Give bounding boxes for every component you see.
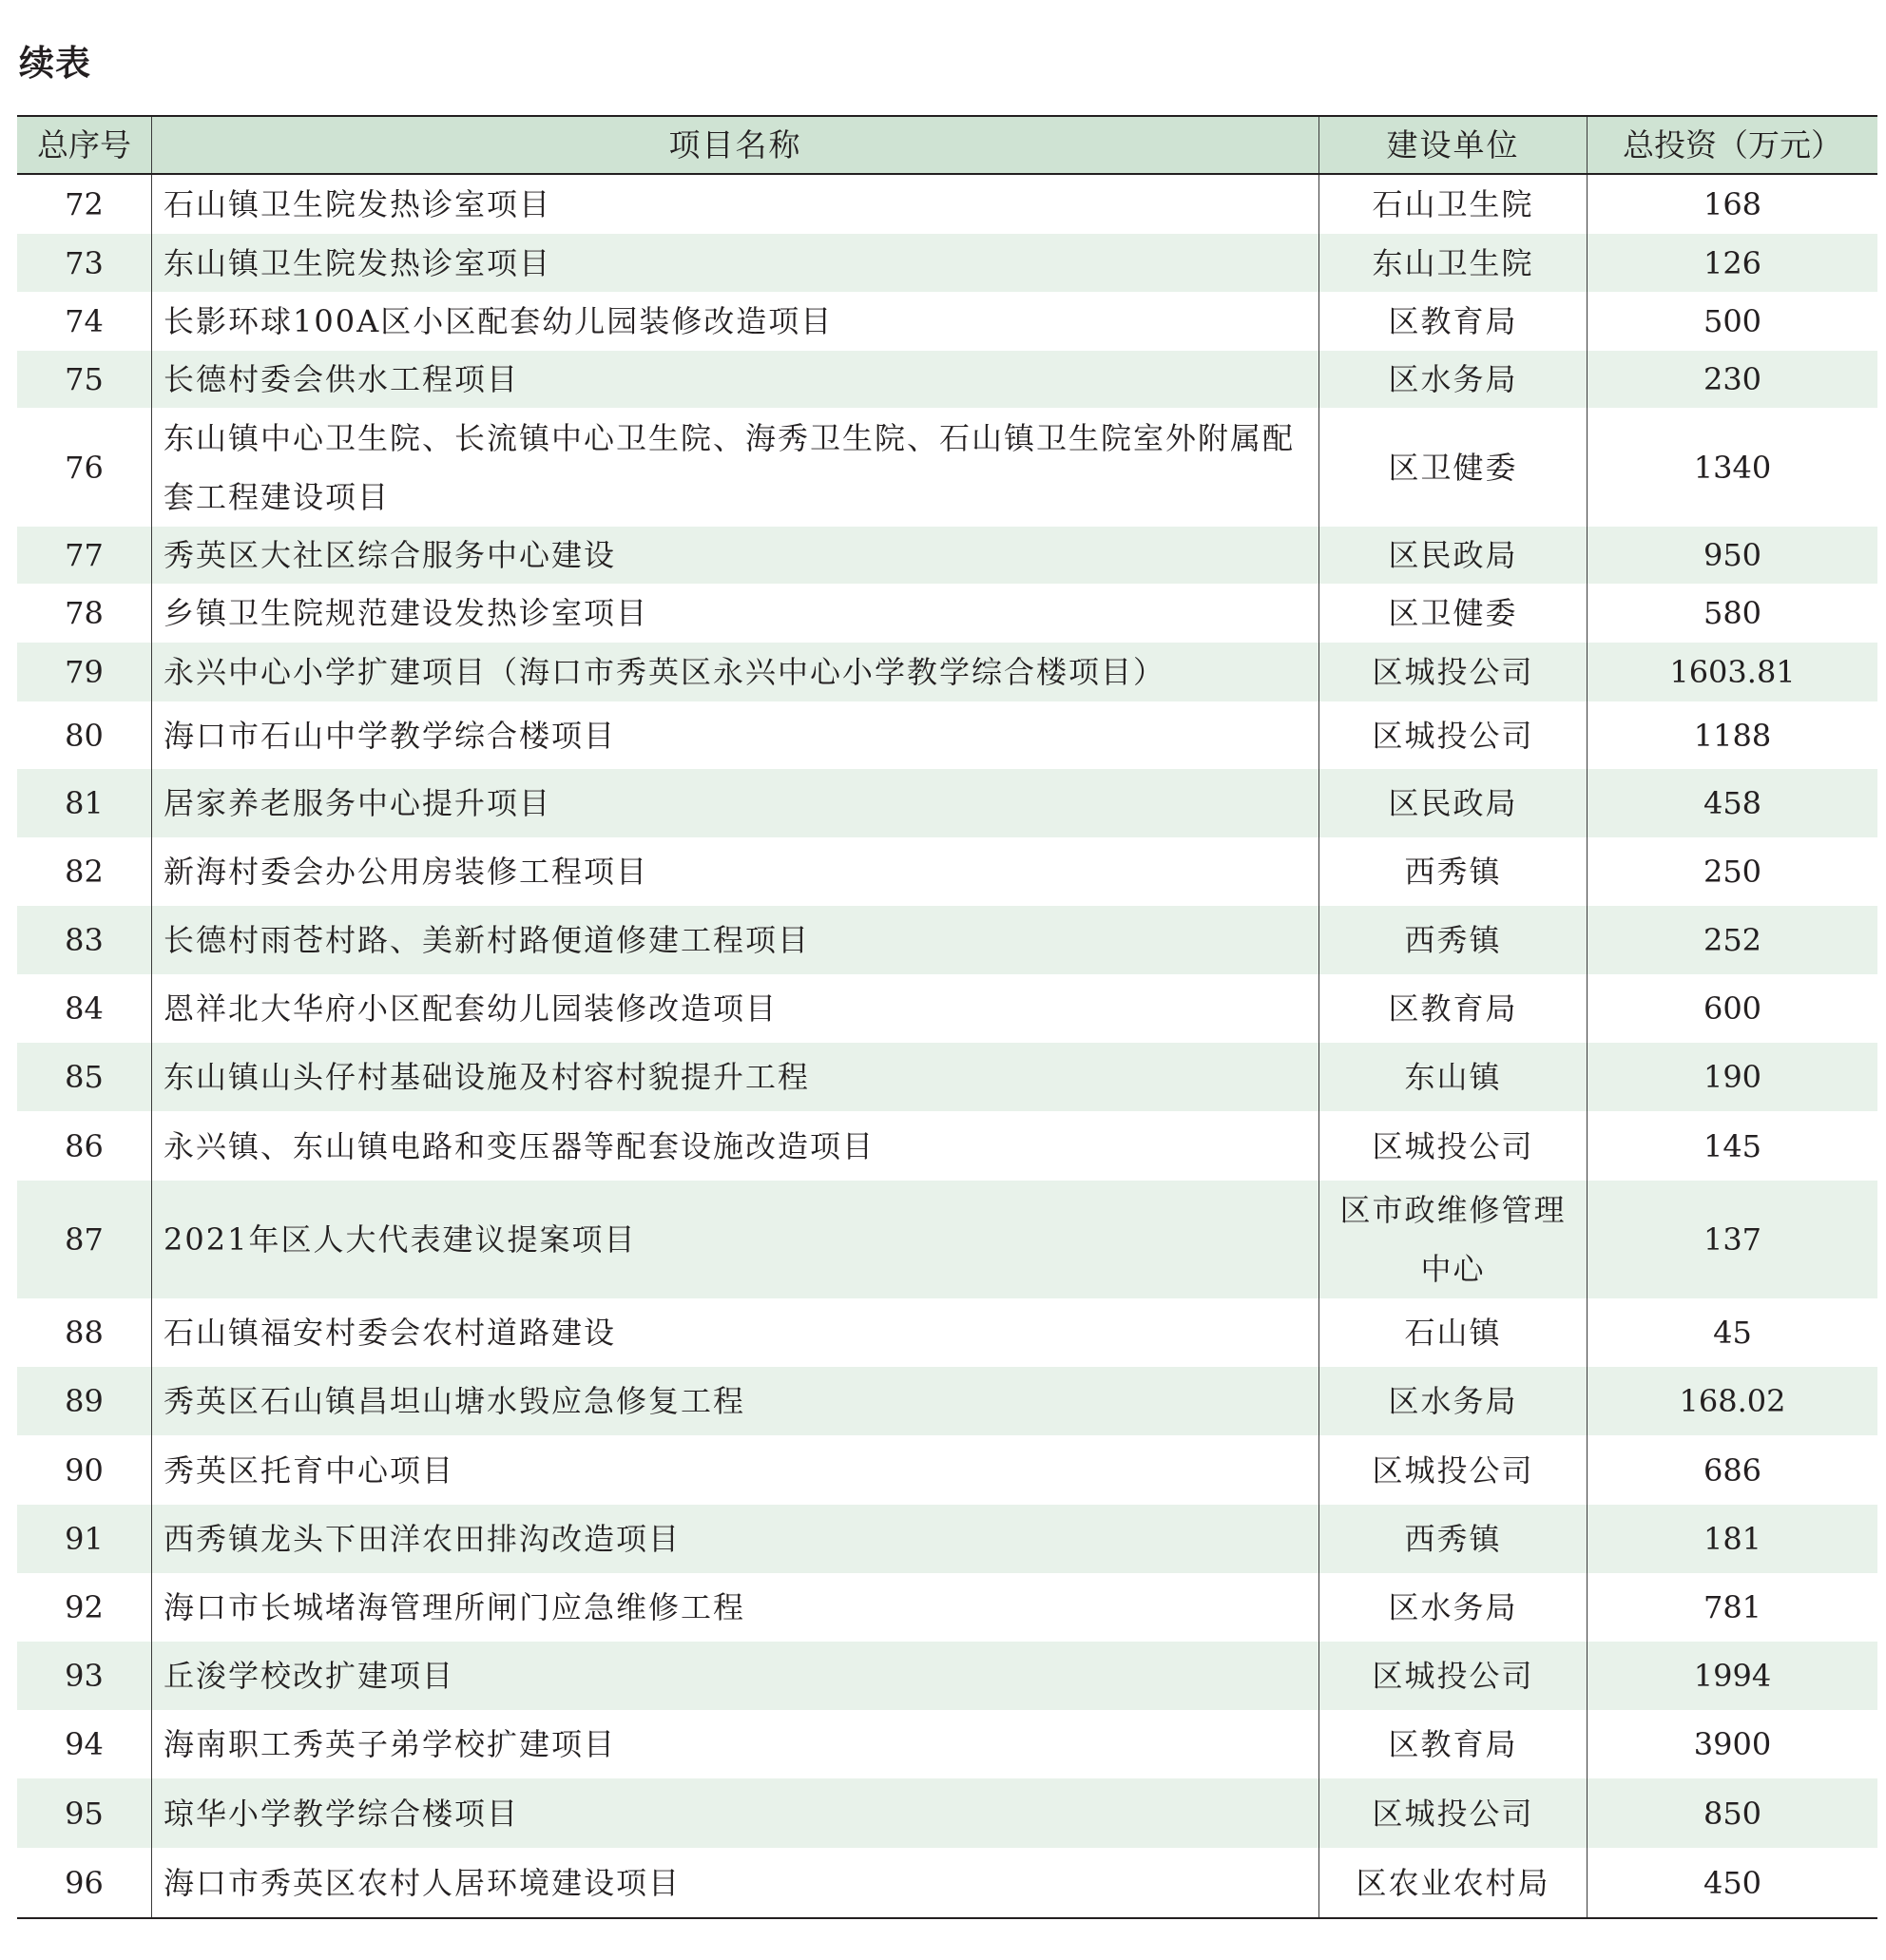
serial-number-cell <box>17 1298 152 1367</box>
total-investment: 686 <box>1703 1451 1762 1489</box>
total-investment-cell <box>1588 1710 1877 1778</box>
total-investment: 950 <box>1703 537 1762 573</box>
table-header-row <box>17 117 1877 175</box>
table-row <box>17 643 1877 701</box>
project-name-cell <box>152 1778 1319 1848</box>
total-investment-cell <box>1588 1778 1877 1848</box>
total-investment-cell <box>1588 701 1877 769</box>
total-investment-cell <box>1588 1111 1877 1181</box>
table-row <box>17 1505 1877 1573</box>
serial-number: 83 <box>65 922 104 958</box>
serial-number-cell <box>17 408 152 527</box>
construction-unit: 区水务局 <box>1388 361 1518 397</box>
serial-number-cell <box>17 1435 152 1505</box>
construction-unit: 区教育局 <box>1388 303 1518 339</box>
total-investment: 580 <box>1703 595 1762 631</box>
total-investment-cell <box>1588 643 1877 701</box>
serial-number: 81 <box>65 785 104 821</box>
construction-unit-cell <box>1319 837 1588 906</box>
project-name: 恩祥北大华府小区配套幼儿园装修改造项目 <box>164 990 779 1027</box>
project-name: 乡镇卫生院规范建设发热诊室项目 <box>164 595 649 631</box>
project-name-cell <box>152 1111 1319 1181</box>
project-name-cell <box>152 1573 1319 1642</box>
table-row <box>17 408 1877 527</box>
table-row <box>17 1111 1877 1181</box>
total-investment: 781 <box>1703 1589 1762 1625</box>
table-row <box>17 1642 1877 1710</box>
construction-unit: 区城投公司 <box>1372 1127 1534 1164</box>
project-name: 海口市石山中学教学综合楼项目 <box>164 717 617 754</box>
table-row <box>17 292 1877 351</box>
serial-number: 96 <box>65 1864 104 1901</box>
project-name-cell <box>152 906 1319 974</box>
total-investment: 168.02 <box>1679 1383 1786 1419</box>
serial-number: 78 <box>65 595 104 631</box>
project-name-cell <box>152 1642 1319 1710</box>
construction-unit-cell <box>1319 1505 1588 1573</box>
project-name: 秀英区托育中心项目 <box>164 1451 455 1489</box>
project-name-cell <box>152 584 1319 643</box>
total-investment-cell <box>1588 408 1877 527</box>
serial-number-cell <box>17 1043 152 1111</box>
table-row <box>17 1298 1877 1367</box>
serial-number-cell <box>17 1573 152 1642</box>
table-row <box>17 1848 1877 1917</box>
construction-unit-cell <box>1319 234 1588 292</box>
construction-unit: 东山镇 <box>1404 1059 1502 1095</box>
project-name-cell <box>152 974 1319 1043</box>
total-investment-cell <box>1588 769 1877 837</box>
project-name: 秀英区石山镇昌坦山塘水毁应急修复工程 <box>164 1383 746 1419</box>
total-investment: 168 <box>1703 186 1762 222</box>
serial-number: 73 <box>65 244 104 281</box>
total-investment-cell <box>1588 292 1877 351</box>
total-investment-cell <box>1588 1435 1877 1505</box>
construction-unit-cell <box>1319 1710 1588 1778</box>
total-investment: 137 <box>1703 1221 1762 1258</box>
serial-number: 74 <box>65 303 104 339</box>
serial-number-cell <box>17 1181 152 1298</box>
construction-unit-cell <box>1319 1043 1588 1111</box>
serial-number: 80 <box>65 717 104 754</box>
project-name: 长德村雨苍村路、美新村路便道修建工程项目 <box>164 922 811 958</box>
total-investment: 600 <box>1703 990 1762 1027</box>
serial-number: 88 <box>65 1315 104 1351</box>
serial-number: 87 <box>65 1221 104 1258</box>
table-row <box>17 1778 1877 1848</box>
serial-number: 82 <box>65 854 104 890</box>
construction-unit: 区城投公司 <box>1372 1451 1534 1489</box>
table-row <box>17 906 1877 974</box>
serial-number: 79 <box>65 654 104 690</box>
serial-number: 94 <box>65 1726 104 1762</box>
total-investment: 850 <box>1703 1795 1762 1832</box>
project-name: 海口市长城堵海管理所闸门应急维修工程 <box>164 1589 746 1625</box>
construction-unit: 区民政局 <box>1388 537 1518 573</box>
construction-unit: 区民政局 <box>1388 785 1518 821</box>
construction-unit-cell <box>1319 1573 1588 1642</box>
total-investment-cell <box>1588 837 1877 906</box>
construction-unit-cell <box>1319 1848 1588 1917</box>
table-row <box>17 1367 1877 1435</box>
serial-number-cell <box>17 837 152 906</box>
project-name-cell <box>152 527 1319 584</box>
project-name-cell <box>152 1367 1319 1435</box>
total-investment: 252 <box>1703 922 1762 958</box>
header-serial-number: 总序号 <box>17 117 152 173</box>
serial-number-cell <box>17 351 152 408</box>
table-row <box>17 351 1877 408</box>
total-investment-cell <box>1588 1505 1877 1573</box>
table-body <box>17 175 1877 1917</box>
table-row <box>17 527 1877 584</box>
construction-unit: 区卫健委 <box>1388 595 1518 631</box>
table-row <box>17 837 1877 906</box>
serial-number-cell <box>17 1111 152 1181</box>
project-name-cell <box>152 175 1319 234</box>
project-name-cell <box>152 701 1319 769</box>
project-name-cell <box>152 234 1319 292</box>
serial-number-cell <box>17 701 152 769</box>
project-name: 2021年区人大代表建议提案项目 <box>164 1221 637 1258</box>
total-investment: 230 <box>1703 361 1762 397</box>
project-name: 东山镇山头仔村基础设施及村容村貌提升工程 <box>164 1059 811 1095</box>
project-name-cell <box>152 1181 1319 1298</box>
project-name: 海南职工秀英子弟学校扩建项目 <box>164 1726 617 1762</box>
project-name: 东山镇卫生院发热诊室项目 <box>164 244 552 281</box>
project-name-cell <box>152 1848 1319 1917</box>
project-name: 石山镇福安村委会农村道路建设 <box>164 1315 617 1351</box>
construction-unit: 石山卫生院 <box>1372 186 1534 222</box>
project-name-cell <box>152 643 1319 701</box>
construction-unit-cell <box>1319 974 1588 1043</box>
total-investment-cell <box>1588 906 1877 974</box>
serial-number: 77 <box>65 537 104 573</box>
project-name-cell <box>152 351 1319 408</box>
construction-unit: 区市政维修管理中心 <box>1339 1192 1567 1287</box>
construction-unit-cell <box>1319 351 1588 408</box>
serial-number: 91 <box>65 1521 104 1557</box>
table-row <box>17 701 1877 769</box>
construction-unit: 区水务局 <box>1388 1383 1518 1419</box>
serial-number: 90 <box>65 1451 104 1489</box>
total-investment: 458 <box>1703 785 1762 821</box>
serial-number: 76 <box>65 449 104 486</box>
total-investment-cell <box>1588 1642 1877 1710</box>
project-name-cell <box>152 1298 1319 1367</box>
serial-number: 93 <box>65 1658 104 1694</box>
header-construction-unit: 建设单位 <box>1319 117 1588 173</box>
construction-unit-cell <box>1319 643 1588 701</box>
serial-number-cell <box>17 769 152 837</box>
serial-number-cell <box>17 1505 152 1573</box>
table-row <box>17 1573 1877 1642</box>
project-name: 永兴中心小学扩建项目（海口市秀英区永兴中心小学教学综合楼项目） <box>164 654 1166 690</box>
construction-unit-cell <box>1319 906 1588 974</box>
construction-unit: 区水务局 <box>1388 1589 1518 1625</box>
serial-number: 75 <box>65 361 104 397</box>
construction-unit-cell <box>1319 701 1588 769</box>
serial-number-cell <box>17 643 152 701</box>
construction-unit: 区教育局 <box>1388 990 1518 1027</box>
construction-unit: 西秀镇 <box>1404 854 1502 890</box>
serial-number: 92 <box>65 1589 104 1625</box>
construction-unit: 西秀镇 <box>1404 922 1502 958</box>
construction-unit-cell <box>1319 1778 1588 1848</box>
project-name: 石山镇卫生院发热诊室项目 <box>164 186 552 222</box>
project-name-cell <box>152 1435 1319 1505</box>
total-investment: 1340 <box>1693 449 1772 486</box>
serial-number-cell <box>17 974 152 1043</box>
total-investment-cell <box>1588 974 1877 1043</box>
construction-unit-cell <box>1319 175 1588 234</box>
total-investment: 145 <box>1703 1127 1762 1164</box>
serial-number-cell <box>17 1710 152 1778</box>
project-name-cell <box>152 1043 1319 1111</box>
serial-number-cell <box>17 175 152 234</box>
project-name-cell <box>152 1710 1319 1778</box>
serial-number: 84 <box>65 990 104 1027</box>
project-name: 琼华小学教学综合楼项目 <box>164 1795 520 1832</box>
table-row <box>17 175 1877 234</box>
construction-unit: 区农业农村局 <box>1356 1864 1550 1901</box>
total-investment-cell <box>1588 1043 1877 1111</box>
construction-unit-cell <box>1319 584 1588 643</box>
construction-unit: 区教育局 <box>1388 1726 1518 1762</box>
project-name-cell <box>152 769 1319 837</box>
serial-number-cell <box>17 584 152 643</box>
total-investment: 126 <box>1703 244 1762 281</box>
construction-unit-cell <box>1319 1642 1588 1710</box>
total-investment: 190 <box>1703 1059 1762 1095</box>
project-name: 海口市秀英区农村人居环境建设项目 <box>164 1864 682 1901</box>
total-investment: 500 <box>1703 303 1762 339</box>
construction-unit: 石山镇 <box>1404 1315 1502 1351</box>
project-name: 丘浚学校改扩建项目 <box>164 1658 455 1694</box>
project-name-cell <box>152 1505 1319 1573</box>
table-row <box>17 1181 1877 1298</box>
construction-unit-cell <box>1319 408 1588 527</box>
serial-number-cell <box>17 234 152 292</box>
construction-unit: 东山卫生院 <box>1372 244 1534 281</box>
construction-unit: 区城投公司 <box>1372 1658 1534 1694</box>
construction-unit: 区卫健委 <box>1388 449 1518 486</box>
project-name: 永兴镇、东山镇电路和变压器等配套设施改造项目 <box>164 1127 876 1164</box>
construction-unit: 区城投公司 <box>1372 717 1534 754</box>
construction-unit: 区城投公司 <box>1372 654 1534 690</box>
serial-number-cell <box>17 1778 152 1848</box>
total-investment-cell <box>1588 351 1877 408</box>
project-name: 东山镇中心卫生院、长流镇中心卫生院、海秀卫生院、石山镇卫生院室外附属配套工程建设项目 <box>164 419 1296 515</box>
project-name: 长德村委会供水工程项目 <box>164 361 520 397</box>
serial-number: 95 <box>65 1795 104 1832</box>
total-investment: 450 <box>1703 1864 1762 1901</box>
serial-number-cell <box>17 906 152 974</box>
table-row <box>17 1435 1877 1505</box>
table-row <box>17 974 1877 1043</box>
construction-unit-cell <box>1319 1111 1588 1181</box>
serial-number-cell <box>17 1642 152 1710</box>
project-table <box>17 115 1877 1919</box>
project-name-cell <box>152 837 1319 906</box>
project-name: 居家养老服务中心提升项目 <box>164 785 552 821</box>
header-project-name: 项目名称 <box>152 117 1319 173</box>
serial-number-cell <box>17 1848 152 1917</box>
total-investment-cell <box>1588 175 1877 234</box>
serial-number: 86 <box>65 1127 104 1164</box>
construction-unit-cell <box>1319 769 1588 837</box>
total-investment: 1603.81 <box>1669 654 1796 690</box>
project-name: 新海村委会办公用房装修工程项目 <box>164 854 649 890</box>
construction-unit-cell <box>1319 292 1588 351</box>
total-investment: 1188 <box>1693 717 1772 754</box>
total-investment-cell <box>1588 584 1877 643</box>
table-row <box>17 234 1877 292</box>
total-investment-cell <box>1588 1848 1877 1917</box>
construction-unit-cell <box>1319 1367 1588 1435</box>
project-name: 长影环球100A区小区配套幼儿园装修改造项目 <box>164 303 834 339</box>
total-investment-cell <box>1588 1367 1877 1435</box>
serial-number-cell <box>17 1367 152 1435</box>
project-name-cell <box>152 408 1319 527</box>
table-row <box>17 1043 1877 1111</box>
table-row <box>17 584 1877 643</box>
construction-unit-cell <box>1319 1181 1588 1298</box>
total-investment: 1994 <box>1693 1658 1772 1694</box>
total-investment: 181 <box>1703 1521 1762 1557</box>
construction-unit-cell <box>1319 1435 1588 1505</box>
serial-number: 72 <box>65 186 104 222</box>
serial-number-cell <box>17 527 152 584</box>
project-name: 西秀镇龙头下田洋农田排沟改造项目 <box>164 1521 682 1557</box>
construction-unit-cell <box>1319 1298 1588 1367</box>
total-investment-cell <box>1588 1181 1877 1298</box>
total-investment-cell <box>1588 527 1877 584</box>
table-row <box>17 769 1877 837</box>
table-row <box>17 1710 1877 1778</box>
serial-number: 85 <box>65 1059 104 1095</box>
total-investment: 3900 <box>1693 1726 1772 1762</box>
total-investment: 250 <box>1703 854 1762 890</box>
total-investment: 45 <box>1713 1315 1752 1351</box>
serial-number: 89 <box>65 1383 104 1419</box>
construction-unit: 区城投公司 <box>1372 1795 1534 1832</box>
project-name-cell <box>152 292 1319 351</box>
construction-unit: 西秀镇 <box>1404 1521 1502 1557</box>
project-name: 秀英区大社区综合服务中心建设 <box>164 537 617 573</box>
serial-number-cell <box>17 292 152 351</box>
table-continued-title: 续表 <box>19 43 91 84</box>
total-investment-cell <box>1588 1298 1877 1367</box>
total-investment-cell <box>1588 234 1877 292</box>
construction-unit-cell <box>1319 527 1588 584</box>
total-investment-cell <box>1588 1573 1877 1642</box>
header-total-investment: 总投资（万元） <box>1623 125 1842 163</box>
